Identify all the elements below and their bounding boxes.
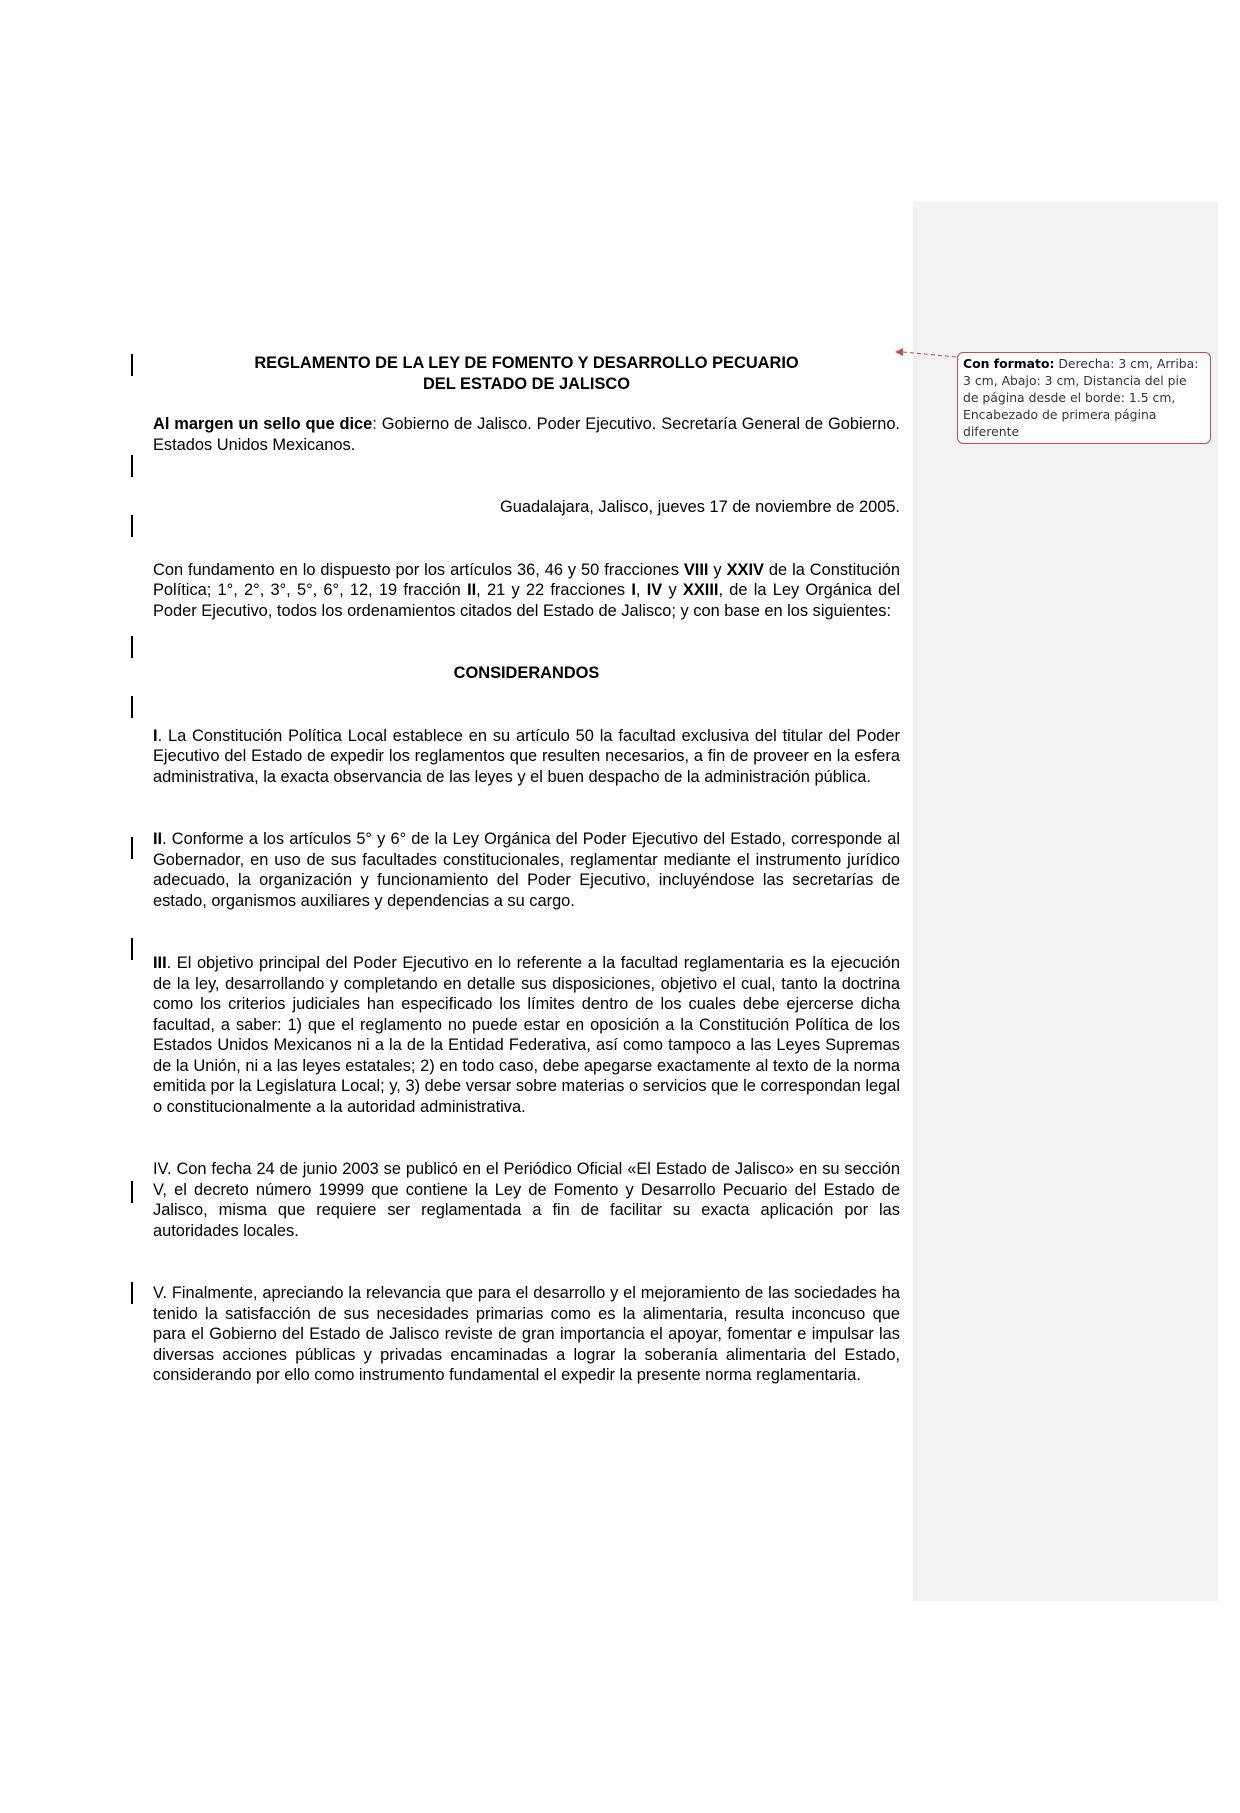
considerando-text: . El objetivo principal del Poder Ejecutivo en lo referente a la facultad reglamentaria es la ejecución de la ley, desarrollando y completando en detalle sus disposiciones, objetivo el cual, tanto la doctrina como los criterios judiciales han especificado los límites dentro de los cuales debe ejercerse dicha facultad, a saber: 1) que el reglamento no puede estar en oposición a la Constitución Política de los Estados Unidos Mexicanos ni a la de la Entidad Federativa, así como tampoco a las Leyes Supremas de la Unión, ni a las leyes estatales; 2) en todo caso, debe apegarse exactamente al texto de la norma emitida por la Legislatura Local; y, 3) debe versar sobre materias o servicios que le correspondan legal o constitucionalmente a la autoridad administrativa. [153, 954, 900, 1116]
date-line: Guadalajara, Jalisco, jueves 17 de noviembre de 2005. [499, 498, 900, 516]
change-bar [131, 515, 133, 537]
comment-connector-arrow [895, 345, 959, 359]
fundamento-text: de la Constitución Política; 1°, 2°, 3°, 5°, 6°, 12, 19 fracción [153, 560, 900, 599]
considerando-text: . Conforme a los artículos 5° y 6° de la Ley Orgánica del Poder Ejecutivo del Estado, corresponde al Gobernador, en uso de sus facultades constitucionales, reglamentar mediante el instrumento jurídico adecuado, la organización y funcionamiento del Poder Ejecutivo, incluyéndose las secretarías de estado, organismos auxiliares y dependencias a su cargo. [153, 830, 900, 910]
format-comment-balloon[interactable] [957, 352, 1211, 444]
change-bar [131, 636, 133, 658]
fundamento-text: , 21 y 22 fracciones [476, 581, 632, 599]
considerando-iv [153, 1159, 900, 1241]
considerando-number: II [153, 830, 163, 848]
document-title-line-1: REGLAMENTO DE LA LEY DE FOMENTO Y DESARROLLO PECUARIO [254, 354, 799, 372]
fundamento-bold: XXIV [726, 560, 764, 579]
fundamento-text: Con fundamento en lo dispuesto por los artículos 36, 46 y 50 fracciones [153, 560, 684, 579]
considerando-iii [153, 953, 900, 1117]
comment-text: Derecha: 3 cm, Arriba: 3 cm, Abajo: 3 cm, Distancia del pie de página desde el borde: 1.5 cm, Encabezado de primera página diferente [963, 356, 1199, 439]
considerando-number: III [153, 954, 167, 972]
document-title-line-2: DEL ESTADO DE JALISCO [422, 374, 631, 393]
fundamento-bold: IV [646, 581, 663, 599]
fundamento-bold: XXIII [682, 581, 719, 599]
fundamento-text: y [662, 581, 683, 599]
considerando-i [153, 726, 900, 788]
fundamento-text: , de la Ley Orgánica del Poder Ejecutivo, todos los ordenamientos citados del Estado de Jalisco; y con base en los siguientes: [153, 581, 901, 620]
considerando-text: . La Constitución Política Local establece en su artículo 50 la facultad exclusiva del titular del Poder Ejecutivo del Estado de expedir los reglamentos que resulten necesarios, a fin de proveer en la esfera administrativa, la exacta observancia de las leyes y el buen despacho de la administración pública. [153, 726, 900, 786]
document-body [153, 353, 900, 1386]
considerando-number: IV [153, 1160, 167, 1178]
considerando-v [153, 1283, 900, 1386]
margin-seal-label: Al margen un sello que dice [153, 415, 373, 433]
fundamento-text: , [635, 581, 647, 599]
fundamento-bold: VIII [683, 560, 709, 579]
change-bar [131, 1181, 133, 1203]
margin-seal-paragraph [153, 414, 900, 455]
fundamento-bold: I [631, 581, 636, 599]
fundamento-bold: II [467, 581, 477, 599]
margin-seal-text: : Gobierno de Jalisco. Poder Ejecutivo. Secretaría General de Gobierno. Estados Unidos Mexicanos. [153, 415, 900, 454]
considerando-ii [153, 829, 900, 911]
change-bar [131, 938, 133, 960]
comment-label: Con formato: [963, 356, 1055, 371]
change-bar [131, 455, 133, 477]
change-bar [131, 837, 133, 859]
change-bar [131, 696, 133, 718]
considerando-number: V [153, 1284, 163, 1302]
considerando-number: I [153, 726, 158, 745]
considerando-text: . Finalmente, apreciando la relevancia que para el desarrollo y el mejoramiento de las sociedades ha tenido la satisfacción de sus necesidades primarias como es la alimentaria, resulta inconcuso que para el Gobierno del Estado de Jalisco reviste de gran importancia el apoyar, fomentar e impulsar las diversas acciones públicas y privadas encaminadas a lograr la soberanía alimentaria del Estado, considerando por ello como instrumento fundamental el expedir la presente norma reglamentaria. [153, 1284, 900, 1384]
fundamento-text: y [708, 560, 727, 579]
fundamento-paragraph [153, 560, 900, 622]
considerando-text: . Con fecha 24 de junio 2003 se publicó en el Periódico Oficial «El Estado de Jalisco» en su sección V, el decreto número 19999 que contiene la Ley de Fomento y Desarrollo Pecuario del Estado de Jalisco, misma que requiere ser reglamentada a fin de facilitar su exacta aplicación por las autoridades locales. [153, 1160, 900, 1240]
change-bar [131, 1282, 133, 1304]
change-bar [131, 354, 133, 376]
considerandos-heading: CONSIDERANDOS [453, 664, 600, 682]
